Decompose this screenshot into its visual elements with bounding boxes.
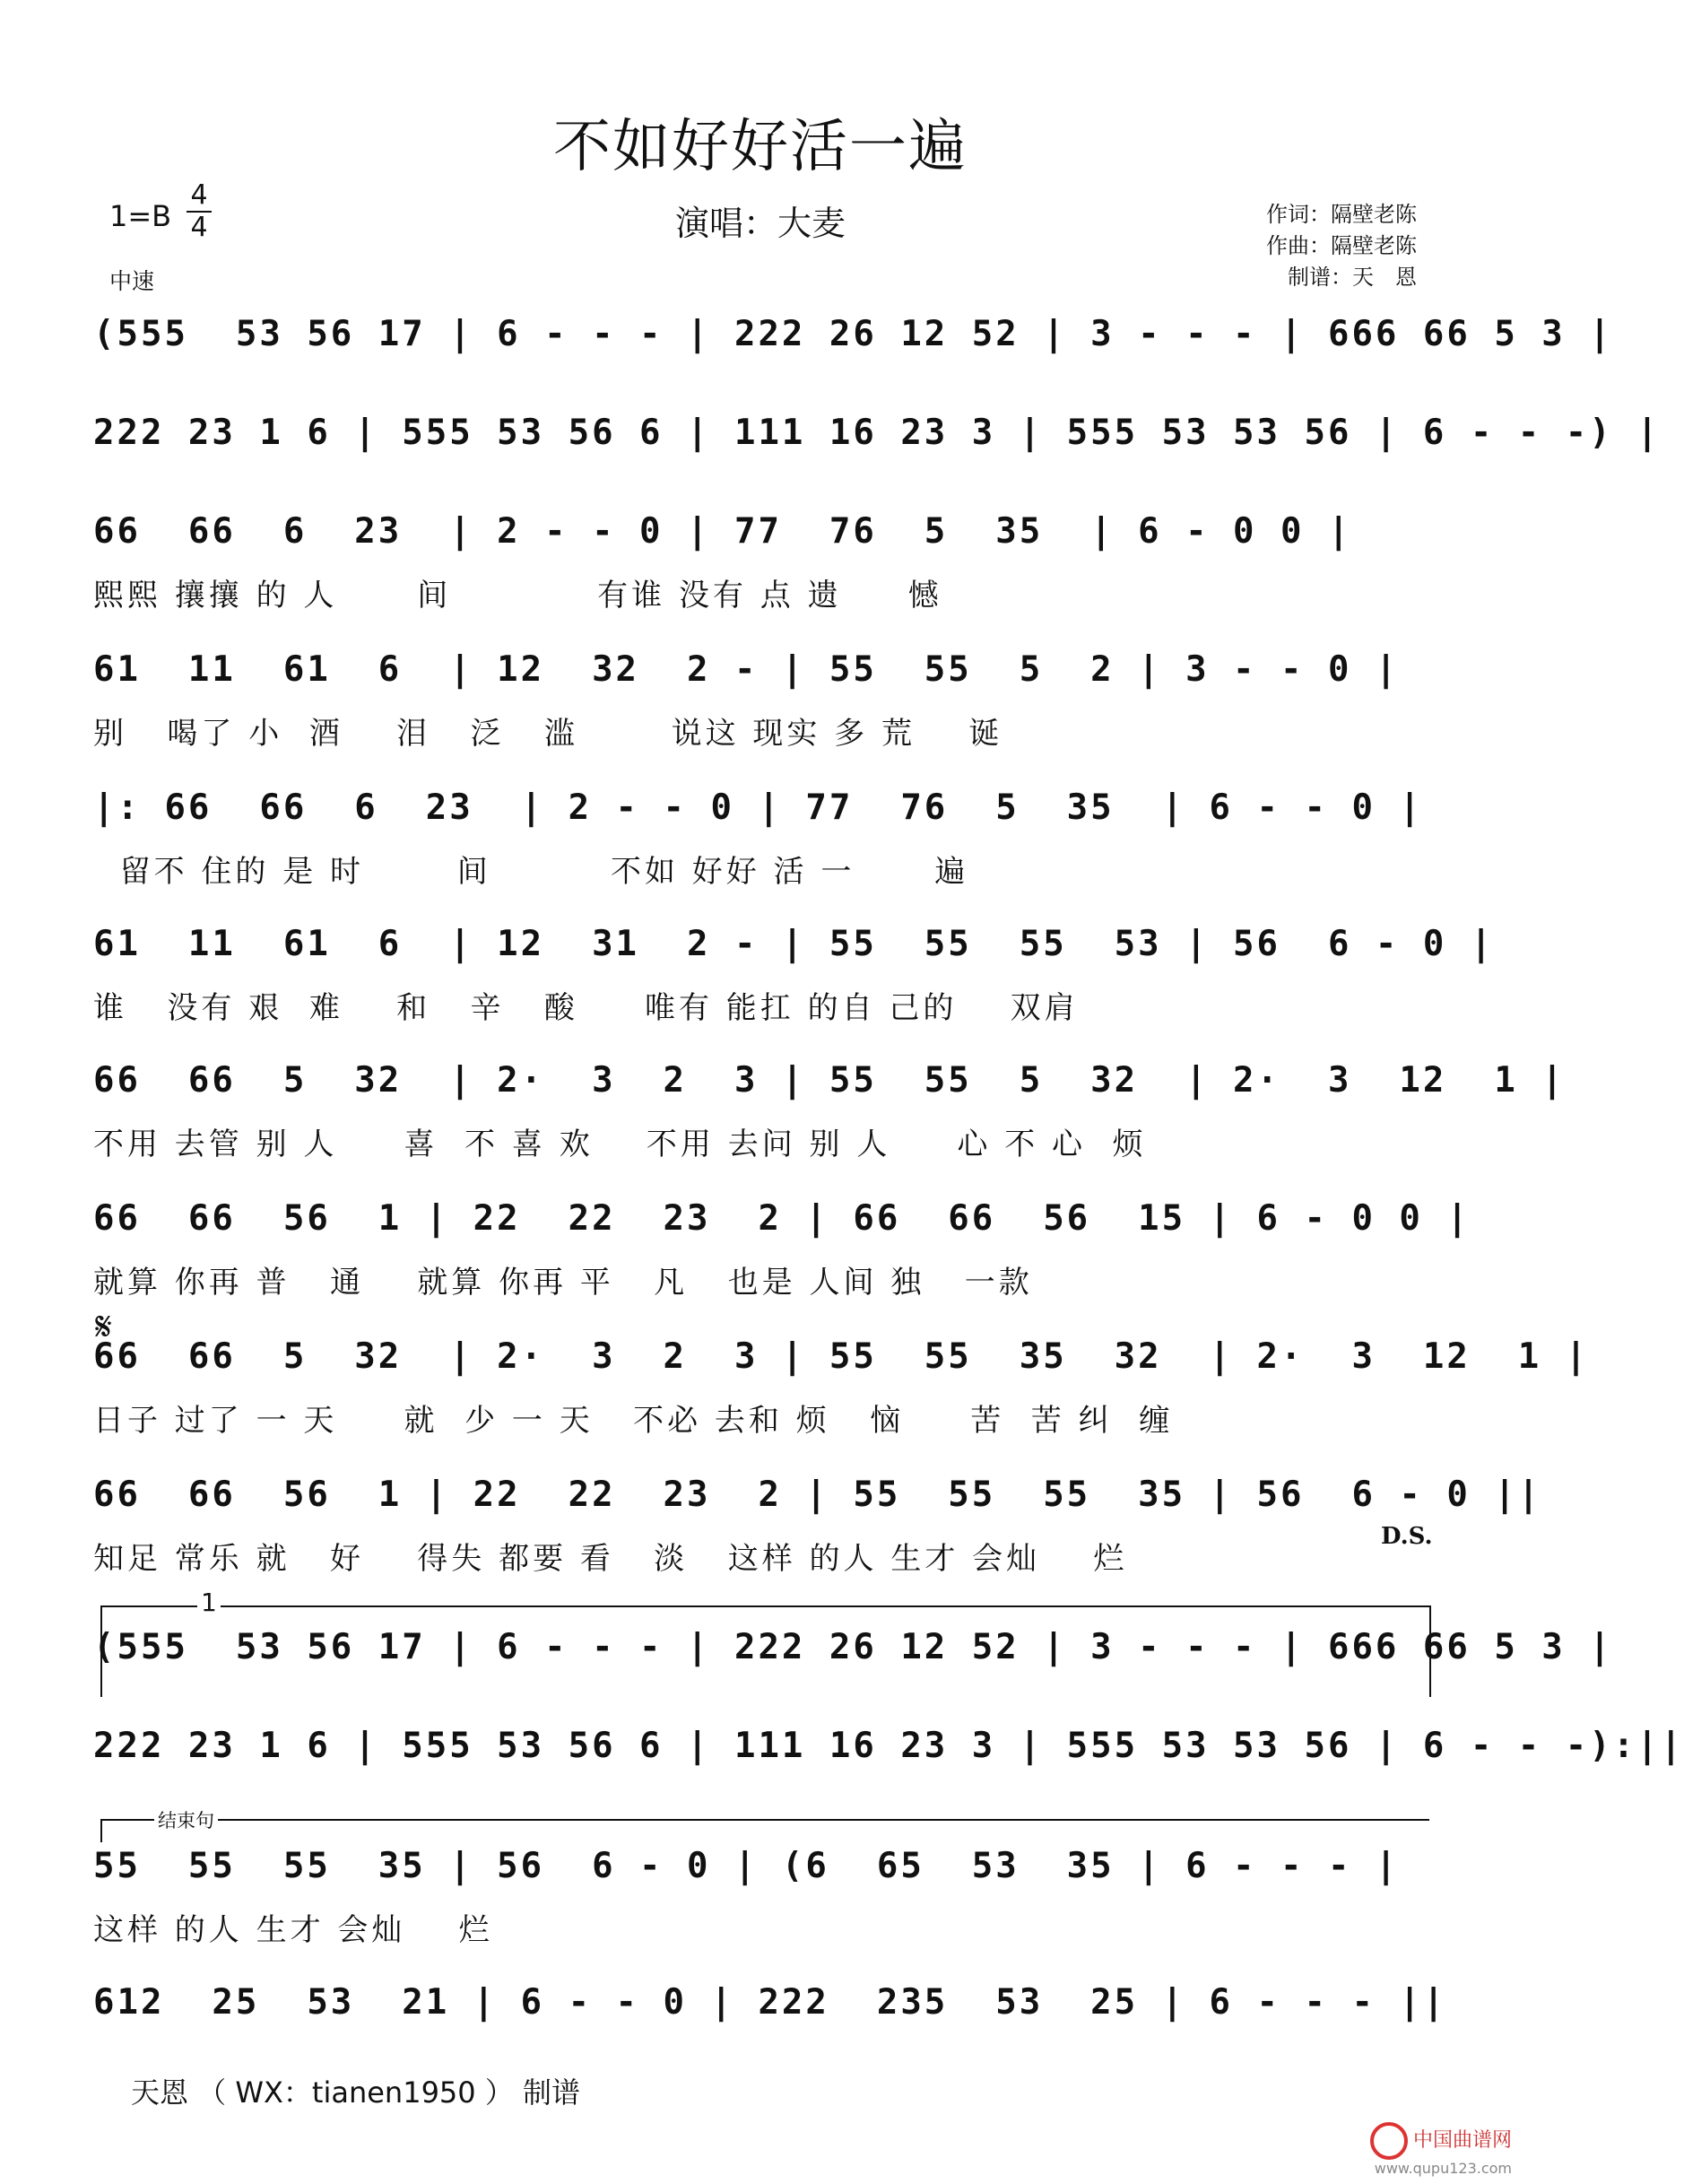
tempo-marking: 中速 (109, 268, 155, 294)
arranger-footer: 天恩 （ WX：tianen1950 ） 制谱 (131, 2075, 580, 2110)
time-signature-bottom: 4 (190, 212, 208, 243)
ending-label: 结束句 (154, 1806, 218, 1833)
lyrics-line: 知足 常乐 就 好 得失 都要 看 淡 这样 的人 生才 会灿 烂 (93, 1541, 1128, 1577)
lyrics-line: 谁 没有 艰 难 和 辛 酸 唯有 能扛 的自 己的 双肩 (93, 990, 1079, 1026)
first-ending-label: 1 (197, 1588, 221, 1617)
arranger-credit: 制谱：天 恩 (1288, 265, 1417, 290)
notes-line: (555 53 56 17 | 6 - - - | 222 26 12 52 | 3 - - - | 666 66 5 3 | (93, 314, 1613, 354)
song-title: 不如好好活一遍 (553, 114, 968, 180)
singer-credit: 演唱：大麦 (674, 204, 846, 243)
notes-line: 61 11 61 6 | 12 31 2 - | 55 55 55 53 | 56 6 - 0 | (93, 924, 1495, 964)
lyrics-line: 就算 你再 普 通 就算 你再 平 凡 也是 人间 独 一款 (93, 1265, 1033, 1301)
notes-line: 66 66 56 1 | 22 22 23 2 | 66 66 56 15 | 6 - 0 0 | (93, 1198, 1471, 1239)
notes-line: 222 23 1 6 | 555 53 56 6 | 111 16 23 3 | 555 53 53 56 | 6 - - -):|| (93, 1726, 1684, 1766)
watermark-logo-icon (1370, 2122, 1408, 2160)
composer-credit: 作曲：隔壁老陈 (1266, 233, 1417, 258)
notes-line: 66 66 56 1 | 22 22 23 2 | 55 55 55 35 | 56 6 - 0 || (93, 1475, 1542, 1515)
notes-line: 222 23 1 6 | 555 53 56 6 | 111 16 23 3 | 555 53 53 56 | 6 - - -) | (93, 413, 1661, 453)
lyrics-line: 这样 的人 生才 会灿 烂 (93, 1912, 493, 1948)
watermark-url: www.qupu123.com (1374, 2160, 1512, 2177)
site-watermark (1332, 2122, 1512, 2177)
notes-line: 66 66 6 23 | 2 - - 0 | 77 76 5 35 | 6 - 0 0 | (93, 511, 1352, 552)
ending-bracket (100, 1810, 1429, 1842)
notes-line: 55 55 55 35 | 56 6 - 0 | (6 65 53 35 | 6 - - - | (93, 1846, 1400, 1886)
credits-block (1266, 199, 1417, 293)
notes-line: 66 66 5 32 | 2· 3 2 3 | 55 55 5 32 | 2· 3 12 1 | (93, 1060, 1566, 1101)
lyrics-line: 日子 过了 一 天 就 少 一 天 不必 去和 烦 恼 苦 苦 纠 缠 (93, 1403, 1174, 1439)
notes-line: 61 11 61 6 | 12 32 2 - | 55 55 5 2 | 3 - - 0 | (93, 649, 1400, 690)
time-signature-top: 4 (190, 179, 208, 211)
lyrics-line: 不用 去管 别 人 喜 不 喜 欢 不用 去问 别 人 心 不 心 烦 (93, 1127, 1147, 1162)
notes-line: (555 53 56 17 | 6 - - - | 222 26 12 52 | 3 - - - | 666 66 5 3 | (93, 1627, 1613, 1667)
lyrics-line: 留不 住的 是 时 间 不如 好好 活 一 遍 (93, 854, 969, 890)
key-signature: 1=B (109, 199, 172, 233)
notes-line: |: 66 66 6 23 | 2 - - 0 | 77 76 5 35 | 6 - - 0 | (93, 787, 1423, 828)
lyrics-line: 别 喝了 小 酒 泪 泛 滥 说这 现实 多 荒 诞 (93, 716, 1003, 752)
watermark-name: 中国曲谱网 (1412, 2129, 1512, 2152)
segno-sign: 𝄋 (95, 1304, 112, 1350)
ds-marker: D.S. (1381, 1523, 1433, 1550)
lyricist-credit: 作词：隔壁老陈 (1266, 202, 1417, 227)
lyrics-line: 熙熙 攘攘 的 人 间 有谁 没有 点 遗 憾 (93, 578, 942, 613)
notes-line: 612 25 53 21 | 6 - - 0 | 222 235 53 25 | 6 - - - || (93, 1982, 1447, 2023)
notes-line: 66 66 5 32 | 2· 3 2 3 | 55 55 35 32 | 2· 3 12 1 | (93, 1336, 1590, 1377)
